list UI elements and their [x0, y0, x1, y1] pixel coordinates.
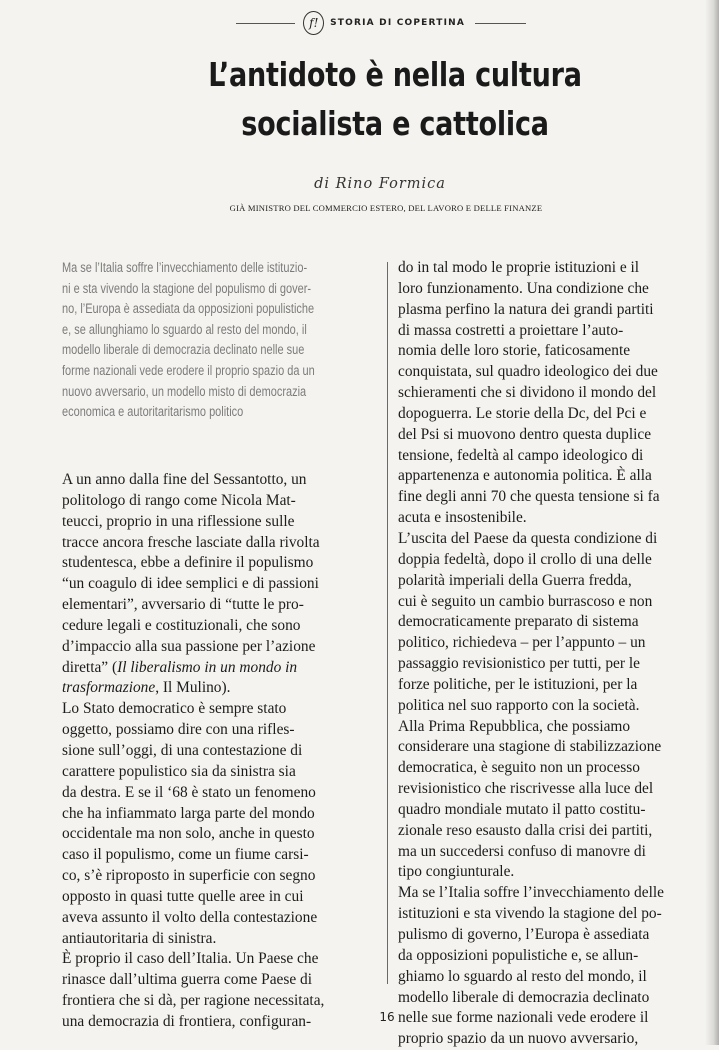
body-line: da destra. E se il ‘68 è stato un fenomeno — [62, 783, 316, 801]
column-divider — [387, 262, 388, 984]
body-line: politico, richiedeva – per l’appunto – un — [398, 634, 646, 652]
body-line: do in tal modo le proprie istituzioni e il — [398, 259, 640, 276]
body-line: elementari”, avversario di “tutte le pro- — [62, 596, 304, 614]
body-line: di massa costretti a proiettare l’auto- — [398, 321, 624, 339]
header-rule-right — [475, 23, 526, 24]
standfirst-line: e, se allunghiamo lo sguardo al resto del mondo, il — [62, 321, 307, 337]
body-line: modello liberale di democrazia declinato — [398, 988, 650, 1006]
standfirst-line: modello liberale di democrazia declinato nelle sue — [62, 342, 305, 358]
body-line: oggetto, possiamo dire con una rifles- — [62, 721, 295, 739]
body-line: proprio spazio da un nuovo avversario, — [398, 1030, 639, 1048]
article-headline — [153, 50, 637, 148]
standfirst-line: Ma se l’Italia soffre l’invecchiamento delle istituzio- — [62, 260, 308, 275]
body-line: sione sull’oggi, di una contestazione di — [62, 741, 303, 759]
body-line: zionale reso esausto dalla crisi dei partiti, — [398, 821, 653, 839]
body-line: tensione, fedeltà al campo ideologico di — [398, 446, 644, 464]
body-line: rinasce dall’ultima guerra come Paese di — [62, 971, 312, 989]
body-column-left — [62, 470, 380, 1033]
body-line: cui è seguito un cambio burrascoso e non — [398, 592, 653, 610]
body-line: opposto in quasi tutte quelle aree in cui — [62, 887, 304, 905]
body-line: doppia fedeltà, dopo il crollo di una delle — [398, 550, 652, 568]
body-line: politica nel suo rapporto con la società. — [398, 696, 640, 714]
body-line: considerare una stagione di stabilizzazione — [398, 738, 662, 756]
body-line: istituzioni e sta vivendo la stagione del po- — [398, 905, 662, 923]
body-line: A un anno dalla fine del Sessantotto, un — [62, 471, 307, 488]
page-number: 16 — [379, 1010, 395, 1024]
body-line: ghiamo lo sguardo al resto del mondo, il — [398, 967, 647, 985]
magazine-logo-icon — [303, 11, 324, 35]
body-line: caso il populismo, come un fiume carsi- — [62, 846, 309, 864]
body-line: diretta” (Il liberalismo in un mondo in — [62, 658, 298, 676]
body-line: d’impaccio alla sua passione per l’azione — [62, 637, 316, 655]
body-line: plasma perfino la natura dei grandi partiti — [398, 300, 654, 318]
standfirst-line: economica e autoritaritarismo politico — [62, 404, 244, 420]
body-line: forze politiche, per le istituzioni, per la — [398, 675, 638, 693]
body-line: teucci, proprio in una riflessione sulle — [62, 512, 295, 530]
standfirst-line: nuovo avversario, un modello misto di democrazia — [62, 383, 307, 399]
body-line: aveva assunto il volto della contestazione — [62, 908, 318, 926]
body-line: del Psi si muovono dentro questa duplice — [398, 425, 652, 443]
body-line: appartenenza e autonomia politica. È alla — [398, 467, 652, 485]
headline-line-1: L’antidoto è nella cultura — [208, 55, 582, 94]
logo-text: f! — [309, 16, 319, 30]
body-line: trasformazione, Il Mulino). — [62, 679, 231, 697]
body-line: revisionistico che riscrivesse alla luce del — [398, 780, 654, 798]
body-line: pulismo di governo, l’Europa è assediata — [398, 926, 650, 943]
body-line: Alla Prima Repubblica, che possiamo — [398, 717, 631, 735]
page-edge-shadow — [705, 0, 719, 1045]
body-column-right — [398, 258, 716, 1050]
body-line: conquistata, sul quadro ideologico dei due — [398, 363, 658, 381]
body-line: carattere populistico sia da sinistra sia — [62, 762, 296, 780]
body-line: una democrazia di frontiera, configuran- — [62, 1012, 312, 1030]
body-line: nomia delle loro storie, faticosamente — [398, 342, 631, 360]
body-line: schieramenti che si dividono il mondo del — [398, 384, 657, 402]
body-line: democratica, è seguito non un processo — [398, 759, 640, 777]
body-line: È proprio il caso dell’Italia. Un Paese che — [62, 950, 319, 968]
body-line: quadro mondiale mutato il patto costitu- — [398, 800, 646, 818]
body-line: che ha infiammato larga parte del mondo — [62, 804, 315, 822]
author-role: GIÀ MINISTRO DEL COMMERCIO ESTERO, DEL LAVORO E DELLE FINANZE — [229, 203, 543, 213]
body-line: Lo Stato democratico è sempre stato — [62, 700, 287, 718]
body-line: tracce ancora fresche lasciate dalla rivolta — [62, 533, 320, 551]
body-line: da opposizioni populistiche e, se allun- — [398, 946, 639, 964]
body-line: polarità imperiali della Guerra fredda, — [398, 571, 632, 589]
body-line: ma un succedersi confuso di manovre di — [398, 842, 646, 860]
headline-line-2: socialista e cattolica — [241, 104, 549, 143]
body-line: tipo congiunturale. — [398, 863, 515, 881]
standfirst-line: ni e sta vivendo la stagione del populismo di gover- — [62, 280, 312, 296]
body-line: “un coagulo di idee semplici e di passioni — [62, 575, 319, 593]
body-line: co, s’è riproposto in superficie con segno — [62, 867, 316, 885]
body-line: fine degli anni 70 che questa tensione si fa — [398, 488, 660, 506]
body-line: studentesca, ebbe a definire il populismo — [62, 554, 314, 572]
body-line: acuta e insostenibile. — [398, 509, 527, 527]
byline: di Rino Formica — [314, 176, 446, 192]
body-line: cedure legali e costituzionali, che sono — [62, 616, 301, 634]
section-label: STORIA DI COPERTINA — [330, 18, 466, 28]
body-line: frontiera che si dà, per ragione necessitata, — [62, 992, 325, 1010]
standfirst — [62, 258, 372, 423]
header-rule-left — [236, 23, 295, 24]
body-line: loro funzionamento. Una condizione che — [398, 279, 649, 297]
standfirst-line: forme nazionali vede erodere il proprio spazio da un — [62, 362, 315, 378]
body-line: occidentale ma non solo, anche in questo — [62, 825, 315, 843]
standfirst-line: no, l’Europa è assediata da opposizioni populistiche — [62, 301, 315, 317]
body-line: Ma se l’Italia soffre l’invecchiamento delle — [398, 884, 664, 902]
body-line: antiautoritaria di sinistra. — [62, 929, 217, 947]
section-header — [236, 10, 526, 36]
body-line: dopoguerra. Le storie della Dc, del Pci e — [398, 404, 647, 422]
body-line: democraticamente preparato di sistema — [398, 613, 639, 631]
body-line: L’uscita del Paese da questa condizione di — [398, 529, 658, 547]
body-line: politologo di rango come Nicola Mat- — [62, 491, 296, 509]
body-line: nelle sue forme nazionali vede erodere il — [398, 1009, 649, 1027]
body-line: passaggio revisionistico per tutti, per le — [398, 655, 640, 673]
